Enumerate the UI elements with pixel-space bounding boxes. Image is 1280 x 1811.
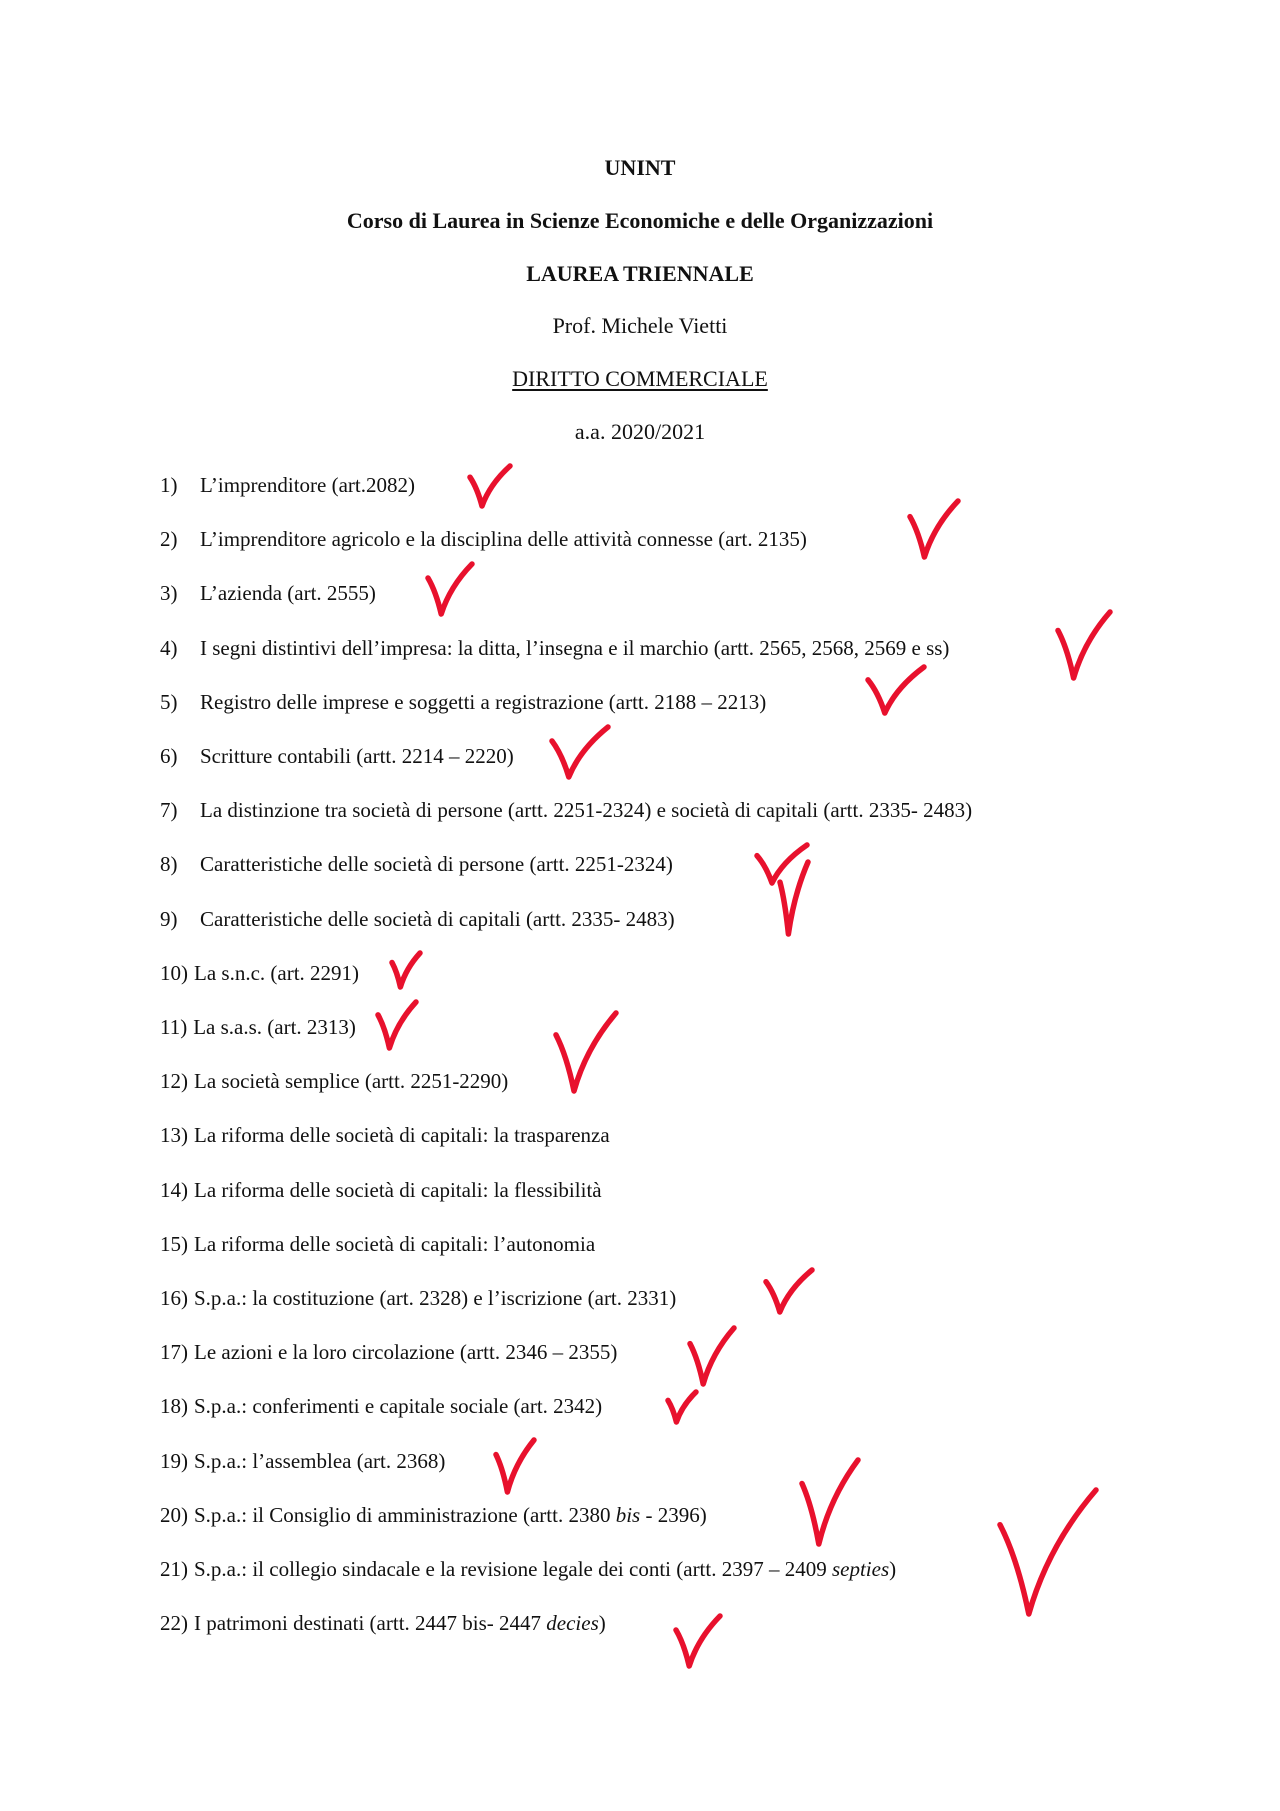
professor-name: Prof. Michele Vietti <box>552 313 728 338</box>
topic-item <box>160 1120 610 1150</box>
topic-text <box>194 1123 610 1147</box>
topic-number: 1) <box>160 473 178 497</box>
topic-item <box>160 958 359 988</box>
topic-text <box>194 1394 602 1418</box>
topic-text-italic: septies <box>831 1557 890 1581</box>
topic-text <box>200 907 675 931</box>
topic-text <box>194 1340 617 1364</box>
topic-text-part: Le azioni e la loro circolazione (artt. 2346 – 2355) <box>194 1340 618 1365</box>
topic-item <box>160 578 376 608</box>
topic-text <box>200 852 673 876</box>
topic-number: 22) <box>160 1611 188 1636</box>
topic-text-part: La riforma delle società di capitali: la flessibilità <box>194 1177 602 1202</box>
topic-text-part: I segni distintivi dell’impresa: la ditta, l’insegna e il marchio (artt. 2565, 2568, 2569 e ss) <box>200 635 950 660</box>
topic-number: 11) <box>160 1015 188 1039</box>
topic-item <box>160 687 766 717</box>
topic-number: 15) <box>160 1231 188 1256</box>
topic-text <box>194 1503 707 1527</box>
topic-text-part: S.p.a.: il collegio sindacale e la revisione legale dei conti (artt. 2397 – 2409 <box>194 1557 832 1581</box>
topic-item <box>160 470 415 500</box>
topic-text <box>200 744 514 768</box>
topic-text-part: Registro delle imprese e soggetti a registrazione (artt. 2188 – 2213) <box>200 689 767 714</box>
topic-number: 8) <box>160 852 178 877</box>
topic-number: 14) <box>160 1177 188 1202</box>
topic-item <box>160 524 807 554</box>
topic-item <box>160 849 673 879</box>
topic-item <box>160 1500 707 1530</box>
topic-text <box>194 1557 896 1581</box>
topic-text <box>200 690 766 714</box>
topic-text-part: La s.a.s. (art. 2313) <box>193 1015 356 1039</box>
topic-item <box>160 1446 445 1476</box>
topic-number: 17) <box>160 1340 188 1365</box>
academic-year: a.a. 2020/2021 <box>574 419 706 444</box>
topic-text-part: La s.n.c. (art. 2291) <box>194 960 360 985</box>
topic-number: 4) <box>160 635 178 660</box>
topic-number: 16) <box>160 1286 188 1310</box>
topic-text-part: Caratteristiche delle società di persone (artt. 2251-2324) <box>200 852 673 877</box>
topic-text <box>193 1015 356 1039</box>
topic-text <box>194 1069 508 1093</box>
degree-title: LAUREA TRIENNALE <box>526 261 754 286</box>
subject-title-text: DIRITTO COMMERCIALE <box>512 366 768 391</box>
topic-text <box>194 1449 445 1473</box>
topic-text <box>200 636 949 660</box>
topic-item <box>160 633 949 663</box>
topic-item <box>160 1554 896 1584</box>
topic-text-part: La distinzione tra società di persone (artt. 2251-2324) e società di capitali (artt. 2335- 2483) <box>200 798 973 823</box>
topic-text <box>194 961 359 985</box>
topic-text-italic: bis <box>615 1502 641 1527</box>
topic-number: 12) <box>160 1069 188 1094</box>
topic-text-part: La riforma delle società di capitali: l’autonomia <box>194 1231 596 1256</box>
topic-item <box>160 1066 508 1096</box>
topic-text <box>194 1611 606 1635</box>
topic-text-part: ) <box>889 1557 897 1581</box>
topic-number: 20) <box>160 1502 188 1527</box>
topic-number: 9) <box>160 906 178 931</box>
topic-number: 6) <box>160 744 178 768</box>
topic-text <box>200 527 807 551</box>
topic-text-part: La società semplice (artt. 2251-2290) <box>194 1069 509 1094</box>
topic-text-part: ) <box>598 1611 606 1636</box>
topic-text-part: S.p.a.: la costituzione (art. 2328) e l’iscrizione (art. 2331) <box>194 1286 677 1310</box>
topic-text-italic: decies <box>546 1611 599 1636</box>
topic-item <box>160 1283 676 1313</box>
institution-title: UNINT <box>604 155 676 180</box>
topic-text <box>200 581 376 605</box>
topic-item <box>160 1012 356 1042</box>
topic-number: 5) <box>160 689 178 714</box>
topic-text-part: L’imprenditore (art.2082) <box>200 473 415 497</box>
topic-text-part: S.p.a.: l’assemblea (art. 2368) <box>194 1448 446 1473</box>
topic-text-part: S.p.a.: il Consiglio di amministrazione (artt. 2380 <box>194 1502 616 1527</box>
topic-item <box>160 741 514 771</box>
topic-item <box>160 1175 602 1205</box>
topic-item <box>160 1337 617 1367</box>
topic-text-part: - 2396) <box>640 1502 707 1527</box>
course-title: Corso di Laurea in Scienze Economiche e delle Organizzazioni <box>346 208 934 233</box>
topic-text-part: La riforma delle società di capitali: la trasparenza <box>194 1123 610 1148</box>
topic-number: 19) <box>160 1448 188 1473</box>
topic-item <box>160 1608 606 1638</box>
topic-text <box>194 1232 595 1256</box>
topic-item <box>160 1391 602 1421</box>
topic-text-part: Caratteristiche delle società di capitali (artt. 2335- 2483) <box>200 906 675 931</box>
topic-number: 7) <box>160 798 178 823</box>
topic-number: 10) <box>160 960 188 985</box>
topic-text-part: S.p.a.: conferimenti e capitale sociale (art. 2342) <box>194 1394 603 1419</box>
topic-number: 13) <box>160 1123 188 1148</box>
topic-number: 2) <box>160 527 178 552</box>
topic-text <box>194 1178 602 1202</box>
topic-text-part: L’azienda (art. 2555) <box>200 581 376 606</box>
topic-item <box>160 1229 595 1259</box>
topic-text-part: Scritture contabili (artt. 2214 – 2220) <box>200 744 514 768</box>
topic-item <box>160 904 675 934</box>
topic-item <box>160 795 972 825</box>
topic-number: 21) <box>160 1557 188 1581</box>
topic-text <box>200 473 415 497</box>
topic-text-part: L’imprenditore agricolo e la disciplina delle attività connesse (art. 2135) <box>200 527 807 552</box>
topic-text <box>200 798 972 822</box>
topic-text-part: I patrimoni destinati (artt. 2447 bis- 2447 <box>194 1611 547 1636</box>
topic-text <box>194 1286 676 1310</box>
topic-number: 18) <box>160 1394 188 1419</box>
topic-number: 3) <box>160 581 178 606</box>
topic-list <box>160 0 1160 1811</box>
